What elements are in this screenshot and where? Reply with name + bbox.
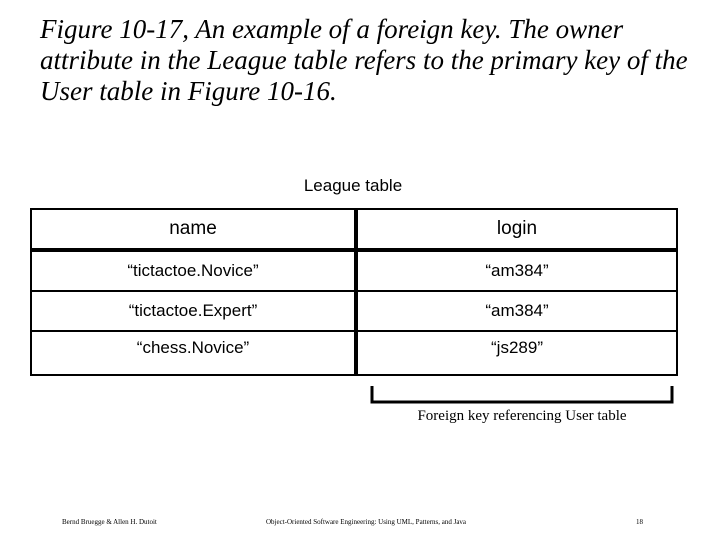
- foreign-key-bracket: [370, 386, 674, 406]
- footer-book-title: Object-Oriented Software Engineering: Using UML, Patterns, and Java: [266, 518, 467, 526]
- table-row: [32, 252, 676, 292]
- cell-name: “tictactoe.Novice”: [127, 261, 259, 280]
- footer-page-number: 18: [636, 518, 643, 526]
- foreign-key-label: Foreign key referencing User table: [417, 408, 627, 424]
- cell-login: “js289”: [491, 338, 543, 357]
- table-row: [32, 332, 676, 374]
- league-table: [30, 208, 678, 376]
- table-header-row: [32, 210, 676, 252]
- header-name: name: [169, 218, 217, 239]
- table-title: League table: [303, 176, 403, 195]
- footer-authors: Bernd Bruegge & Allen H. Dutoit: [62, 518, 157, 526]
- cell-login: “am384”: [485, 261, 549, 280]
- table-row: [32, 292, 676, 332]
- cell-login: “am384”: [485, 301, 549, 320]
- header-login: login: [496, 218, 538, 239]
- figure-caption: Figure 10-17, An example of a foreign key. The owner attribute in the League table refers to the primary key of the User table in Figure 10-16.: [40, 14, 688, 106]
- cell-name: “tictactoe.Expert”: [128, 301, 258, 320]
- cell-name: “chess.Novice”: [136, 338, 250, 357]
